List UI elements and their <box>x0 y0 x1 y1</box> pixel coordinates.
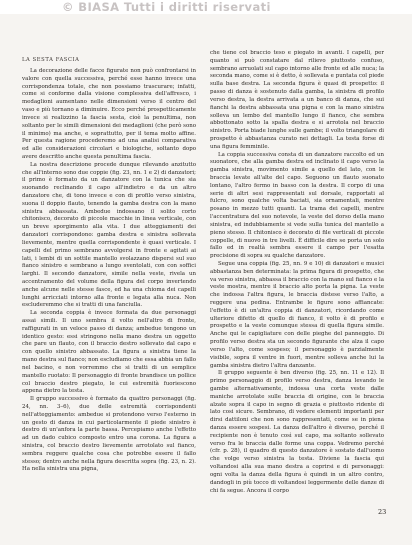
running-head: LA SESTA FASCIA <box>22 57 80 63</box>
paragraph: Segue una coppia (fig. 25, nn. 9 e 10) di danzatori e musici abbastanza ben determinata: la prima figura di prospetto, che va verso sinistra, abbassa il braccio con la mano sul fianco e la veste mostra, mentre il braccio alto porta la pigna. La veste che indossa l'altra figura, le braccia distese verso l'alto, a reggere una pedina. Entrambe le figure sono affiancate: l'effetto è di un'altra coppia di danzatori, ricordando come ulteriore difetto di quello di fianco, il volto è di profilo e prospetto e la veste comunque stessa di quella figura simile. Anche qui le capigliature con delle pieghe del panneggio. Di profilo verso destra sta un secondo figurante che alza il capo verso l'alto, come sospeso; il personaggio è parzialmente visibile, sopra il ventre in fuori, mentre solleva anche lui la gamba sinistra dietro l'altra danzante. <box>210 260 384 369</box>
left-text-column <box>22 68 196 474</box>
paragraph: La coppia successiva consta di un danzatore raccolto ed un suonatore, che alla gamba destra ed inclinato il capo verso la gamba sinistra, movimento simile a quello del lato, con le braccia levate all'alte del capo. Seguono un flauto suonato lontano, l'altro fermo in basso con la destra. Il corpo di una serie di altri sesi rappresentati sul dorsale, rapportati al fulcro, sono qualche volta baciati, sia ornamentali, mentre posano in mezzo tutti quanti. La trama dei capelli, mentre l'accentratura del suo notevole, la veste del dorso della mano sinistra, ed indubbiamente si vede sulla tunica del mantello a pieno stesso. Il chitonisco è decorato di file verticali di piccole coppelle, di nuovo in tre livelli. È difficile dire se porta un solo fallo ed in realtà sembra essere il campo per l'esatta precisione di sopra su qualche danzatore. <box>210 151 384 260</box>
copyright-watermark: © BIASA Tutti i diritti riservati <box>0 0 412 14</box>
paragraph: Il gruppo seguente è ben diverso (fig. 25, nn. 11 e 12). Il primo personaggio di profilo verso destra, danza levando le gambe alternativamente, indossa una corta veste dalle maniche arrotolate sulle braccia di origine, con le braccia alzate sopra il capo in segno di grazia e piuttosto ridente di lato cosi sicure. Sembrano, di vedere elementi importanti per dirsi dattiloni che non sono rappresentati, come se in piena danza essere sospesi. La danza dell'altro è diverso, perché il recipiente non è tenuto così sul capo, ma soltanto sollevato verso fra le braccia dalle forme una coppa. Vedremo perché (cfr. p. 28), il quadro di questo danzatore è sostato dall'uomo che volge verso sinistra la testa. Diviene la fascia qui voltandosi alla sua mano destra a coprirsi e di personaggi: ogni volta la danza della figura è quindi in un altro contro, dandogli in più tocco di voltandosi leggermente delle danze di chi fa segue. Ancora il corpo <box>210 370 384 494</box>
paragraph: La seconda coppia è invece formata da due personaggi assai simili. Il uno sembra il volto nell'altro di fronte, raffigurati in un veloce passo di danza; ambedue tengono un identico gesto: essi stringono nella mano destra un oggetto che pare un flauto, con il braccio destro sollevato dal capo e con quello sinistro abbassato. La figura a sinistra tiene la mano destra sul fianco; non escludiamo che essa abbia un fallo nel bacino, e non vorremmo che si tratti di un semplice mantello ruotato: Il personaggio di fronte brandisce un pollice col braccio destro piegato, le cui estremità fuoriescono appena dietro la testa. <box>22 310 196 395</box>
right-text-column <box>210 50 384 495</box>
paragraph: La decorazione delle facce figurate non può confrontarsi in valore con quella successiva, perché esse hanno invece una corrispondenza totale, che non possiamo trascurare; infatti, come si conforme dalla visione complessiva dell'affresco, i medaglioni aumentano nelle dimensioni verso il centro del vaso e più tornano a diminuire. Ecco perché prospetticamente invece si realizzino la fascia sesta, cioè la penultima, non soltanto per le simili dimensioni dei medaglioni (che però sono il minimo) ma anche, e soprattutto, per il tema molto affine. Per questa ragione procederemo ad una analisi comparativa ed alle considerazioni circolari e biologiche, soltanto dopo avere descritto anche questa penultima fascia. <box>22 68 196 160</box>
paragraph: La nostra descrizione procede dunque rilevando anzitutto che all'interno sono due coppie (fig. 23, nn. 1 e 2) di danzatori; il primo è formato da un danzatore con la tunica che sia suonando reclinando il capo all'indietro e da un altro danzatore che, di tono invece e con di profilo verso sinistra, suona il doppio flauto, tenendo la gamba destra con la mano sinistra abbassata. Ambedue indossano il solito corto chitonisco, decorato di piccole macchie in linea verticale, con un breve sporgimento alla vita. I due atteggiamenti dei danzatori corrispondono: gamba destra e sinistra sollevata lievemente, mentre quella corrispondente è quasi verticale. I capelli del primo sembrano avvolgersi in fronte e agitati ai lati, i lembi di un sottile mantello svolazzano dispersi sul suo fianco sinistro e sembrano a lungo sventolati, con con soffici larghi. Il secondo danzatore, simile nella veste, rivela un accentramento del volume della figura del corpo invertendo anche alcune nelle stesse fasce, ed ha una chioma dei capelli lunghi arricciati intorno alla fronte e legata alla nuca. Non escluderemmo che si tratti di una fanciulla. <box>22 161 196 309</box>
paragraph: che tiene col braccio teso e piegato in avanti. I capelli, per quanto si può constatare dal rilievo piuttosto confuso, sembrano arruolati sul capo intorno alle fronte ed alle nuca; la seconda mano, come si è detto, è sollevata e puntata col piede sulla base destra. La seconda figura è quasi di prospetto: il passo di danza è sostenuto dalla gamba, la sinistra di profilo verso destra, la destra arrivata a un banco di danza, che sui fianchi la destra abbassata una pigna e con la mano sinistra solleva un lembo del mantello lungo il fianco, che sembra abbottonato sotto la spalla destra e si arrotola nel braccio sinistro. Porta biade lunghe sulle gambe; il volto triangolare di prospetto è abbastanza curato nei dettagli. La testa forse di una figura femminile. <box>210 50 384 150</box>
paragraph: Il gruppo successivo è formato da quattro personaggi (fig. 24, nn. 3–6), due delle estremità corrispondenti nell'atteggiamento: ambedue si protendono verso l'esterno in un gesto di danza in cui particolarmente il piede sinistro è destro di un'anfora la parte bassa. Percepiamo anche l'effetto ad un dado cubico composto entro una corona. La figura a sinistra, col braccio destro lievemente arrotolato sul fianco, sembra reggere qualche cosa che potrebbe essere il fallo stesso; dentro anche nella figura descritta sopra (fig. 23, n. 2). Ha nella sinistra una pigna, <box>22 396 196 473</box>
page-number: 23 <box>378 508 387 516</box>
